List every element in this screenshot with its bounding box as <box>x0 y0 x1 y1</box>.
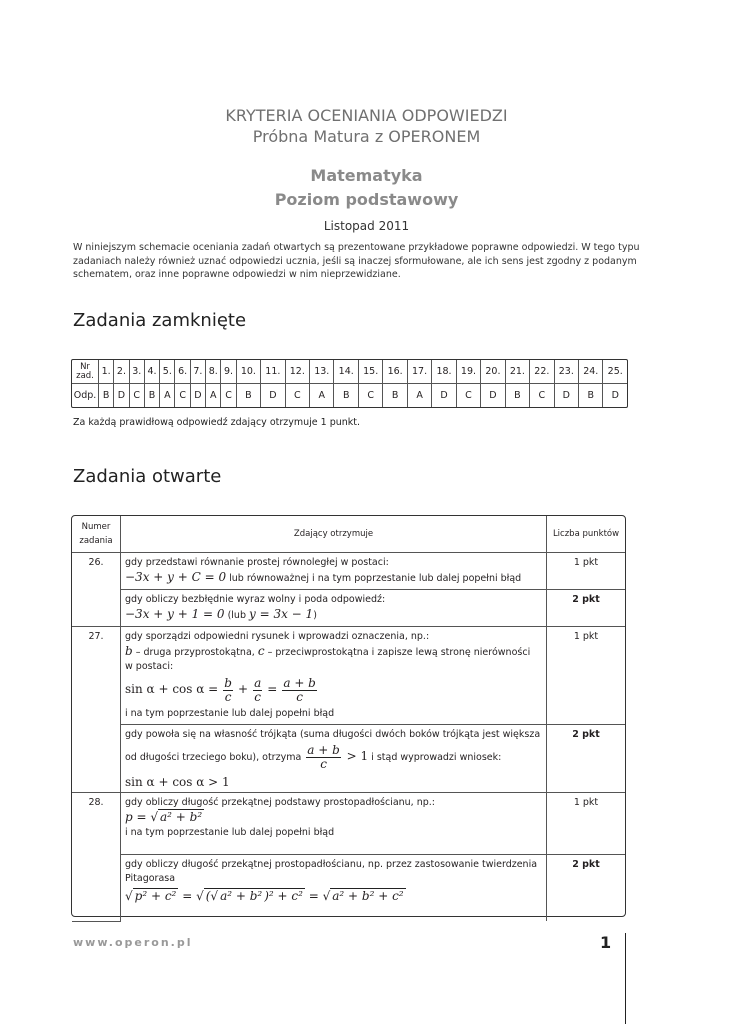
answer-cell: A <box>310 384 334 408</box>
fraction: $\frac{a}{c}$ <box>254 676 262 704</box>
fraction: $\frac{a + b}{c}$ <box>283 676 316 704</box>
points: 2 pkt <box>547 590 626 627</box>
question-number: 18. <box>432 360 456 384</box>
answer-cell: C <box>530 384 554 408</box>
fraction: $\frac{a + b}{c}$ <box>307 743 340 771</box>
question-number: 24. <box>579 360 603 384</box>
question-number: 7. <box>190 360 205 384</box>
answer-cell: C <box>221 384 236 408</box>
row-label-number: Nr zad. <box>72 360 99 384</box>
question-number: 22. <box>530 360 554 384</box>
question-number: 3. <box>129 360 144 384</box>
points: 2 pkt <box>547 725 626 793</box>
fraction: $\frac{b}{c}$ <box>224 676 232 704</box>
closed-note: Za każdą prawidłową odpowiedź zdający otrzymuje 1 punkt. <box>73 417 361 428</box>
points: 1 pkt <box>547 627 626 725</box>
answer-cell: D <box>114 384 129 408</box>
col-number-header: Numer zadania <box>72 516 121 553</box>
page-divider <box>625 933 626 1024</box>
intro-paragraph: W niniejszym schemacie oceniania zadań otwartych są prezentowane przykładowe poprawne odpowiedzi. W tego typu zadaniach należy również uznać odpowiedzi ucznia, jeśli są inaczej sformułowane, ale ich sens jest zgodny z podanym schematem, oraz inne poprawne odpowiedzi w nim nieprzewidziane. <box>73 242 640 280</box>
answer-cell: B <box>144 384 159 408</box>
answer-cell: B <box>334 384 358 408</box>
equation: −3x + y + 1 = 0 <box>125 607 225 621</box>
question-number: 2. <box>114 360 129 384</box>
equation: −3x + y + C = 0 <box>125 570 227 584</box>
points: 1 pkt <box>547 553 626 590</box>
date: Listopad 2011 <box>323 219 410 233</box>
question-number: 25. <box>603 360 627 384</box>
task-28-row-b <box>72 855 625 922</box>
question-number: 14. <box>334 360 358 384</box>
points: 1 pkt <box>547 793 626 855</box>
task-27-criterion-2: gdy powoła się na własność trójkąta (suma długości dwóch boków trójkąta jest większa od długości trzeciego boku), otrzyma $\frac{a + b}{c}$ > 1 i stąd wyprowadzi wniosek: sin α + cos α > 1 <box>121 725 547 793</box>
task-number: 27. <box>72 627 121 793</box>
question-number: 23. <box>554 360 578 384</box>
question-number: 11. <box>261 360 285 384</box>
answer-cell: D <box>481 384 505 408</box>
task-27-criterion-1: gdy sporządzi odpowiedni rysunek i wprowadzi oznaczenia, np.: b – druga przyprostokątna, c – przeciwprostokątna i zapisze lewą stronę nierówności w postaci: sin α + cos α = $\frac{b}{c}$ + $\frac{a}{c}$ = $\frac{a + b}{c}$ i na tym poprzestanie lub dalej popełni błąd <box>121 627 547 725</box>
closed-heading: Zadania zamknięte <box>73 310 247 331</box>
question-number: 6. <box>175 360 190 384</box>
answer-cell: D <box>603 384 627 408</box>
task-28-row-a <box>72 793 625 855</box>
row-label-answer: Odp. <box>72 384 99 408</box>
question-number: 10. <box>236 360 260 384</box>
question-number: 19. <box>456 360 480 384</box>
conclusion: sin α + cos α > 1 <box>125 775 230 789</box>
open-heading: Zadania otwarte <box>73 466 222 487</box>
page-title: KRYTERIA OCENIANIA ODPOWIEDZI <box>225 106 508 125</box>
answer-cell: B <box>99 384 114 408</box>
formula: √ p² + c² = √ (√ a² + b² )² + c² = √ a² + b² + c² <box>125 889 404 903</box>
task-26-criterion-1: gdy przedstawi równanie prostej równoległej w postaci: −3x + y + C = 0 lub równoważnej i na tym poprzestanie lub dalej popełni błąd <box>121 553 547 590</box>
answer-cell: A <box>160 384 175 408</box>
question-number: 8. <box>206 360 221 384</box>
task-26-row-a <box>72 553 625 590</box>
task-26-criterion-2: gdy obliczy bezbłędnie wyraz wolny i poda odpowiedź: −3x + y + 1 = 0 (lub y = 3x − 1) <box>121 590 547 627</box>
question-number: 17. <box>407 360 431 384</box>
page-subtitle: Próbna Matura z OPERONEM <box>252 127 481 146</box>
answer-cell: B <box>505 384 529 408</box>
question-number: 15. <box>358 360 382 384</box>
page-number: 1 <box>600 933 612 952</box>
answer-cell: C <box>358 384 382 408</box>
answer-cell: C <box>175 384 190 408</box>
question-number: 13. <box>310 360 334 384</box>
task-28-criterion-1: gdy obliczy długość przekątnej podstawy prostopadłościanu, np.: p = √ a² + b² i na tym poprzestanie lub dalej popełni błąd <box>121 793 547 855</box>
points: 2 pkt <box>547 855 626 922</box>
closed-answers-table <box>71 359 628 408</box>
task-number: 28. <box>72 793 121 922</box>
task-27-row-a <box>72 627 625 725</box>
answer-cell: D <box>432 384 456 408</box>
answers-row <box>72 384 627 408</box>
subject: Matematyka <box>310 166 423 185</box>
question-number: 1. <box>99 360 114 384</box>
question-number: 4. <box>144 360 159 384</box>
open-tasks-table <box>71 515 626 917</box>
task-number: 26. <box>72 553 121 627</box>
numbers-row <box>72 360 627 384</box>
task-28-criterion-2: gdy obliczy długość przekątnej prostopadłościanu, np. przez zastosowanie twierdzenia Pitagorasa √ p² + c² = √ (√ a² + b² )² + c² = √ a² + b² + c² <box>121 855 547 922</box>
col-desc-header: Zdający otrzymuje <box>121 516 547 553</box>
answer-cell: A <box>407 384 431 408</box>
answer-cell: C <box>285 384 309 408</box>
header-row <box>72 516 625 553</box>
answer-cell: B <box>579 384 603 408</box>
question-number: 20. <box>481 360 505 384</box>
question-number: 9. <box>221 360 236 384</box>
answer-cell: C <box>456 384 480 408</box>
task-27-row-b <box>72 725 625 793</box>
question-number: 5. <box>160 360 175 384</box>
level: Poziom podstawowy <box>274 190 459 209</box>
footer-url: www.operon.pl <box>73 936 193 949</box>
answer-cell: A <box>206 384 221 408</box>
formula: sin α + cos α = $\frac{b}{c}$ + $\frac{a}{c}$ = $\frac{a + b}{c}$ <box>125 676 316 704</box>
answer-cell: B <box>383 384 407 408</box>
answer-cell: D <box>190 384 205 408</box>
question-number: 21. <box>505 360 529 384</box>
answer-cell: B <box>236 384 260 408</box>
answer-cell: C <box>129 384 144 408</box>
answer-cell: D <box>554 384 578 408</box>
task-26-row-b <box>72 590 625 627</box>
question-number: 12. <box>285 360 309 384</box>
question-number: 16. <box>383 360 407 384</box>
answer-cell: D <box>261 384 285 408</box>
col-points-header: Liczba punktów <box>547 516 626 553</box>
